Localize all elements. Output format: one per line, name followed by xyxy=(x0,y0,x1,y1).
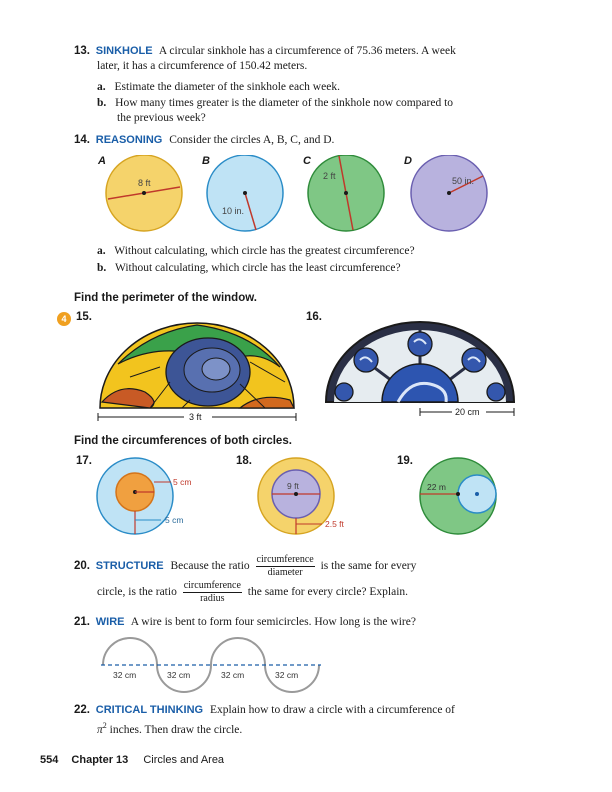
q13-text1: A circular sinkhole has a circumference of 75.36 meters. A week xyxy=(158,45,456,57)
circle-c-measure: 2 ft xyxy=(323,171,336,181)
q16-disc-far-right xyxy=(487,383,505,401)
q22-text2: inches. Then draw the circle. xyxy=(109,723,243,736)
circle-c-label: C xyxy=(303,155,311,167)
q13-text2: later, it has a circumference of 150.42 meters. xyxy=(97,60,308,72)
q14-number: 14. xyxy=(74,134,90,146)
q13-b-text2: the previous week? xyxy=(117,112,206,124)
q14-a-label: a. xyxy=(97,245,106,257)
page-number: 554 xyxy=(40,754,59,766)
difficulty-badge: 4 xyxy=(57,312,71,326)
q18-center xyxy=(294,492,298,496)
circle-b-label: B xyxy=(202,155,210,167)
q19-measure: 22 m xyxy=(427,482,446,492)
q13-b-text1: How many times greater is the diameter of the sinkhole now compared to xyxy=(115,97,454,109)
q17-outer-measure: 5 cm xyxy=(165,515,184,525)
q14-text: Consider the circles A, B, C, and D. xyxy=(169,134,335,146)
chapter-label: Chapter 13 xyxy=(71,754,129,766)
q13-part-b xyxy=(97,96,453,111)
q20-frac2-denominator: radius xyxy=(200,593,225,604)
q14-part-a xyxy=(97,244,415,259)
q13-part-a xyxy=(97,80,340,95)
circle-b-center xyxy=(243,191,247,195)
q20-fraction-2 xyxy=(183,580,242,605)
q20-t1: Because the ratio xyxy=(170,560,250,573)
q16-disc-right xyxy=(462,348,486,372)
q14-keyword: REASONING xyxy=(95,134,163,146)
circle-b-measure: 10 in. xyxy=(222,206,245,216)
q20-fraction-1 xyxy=(256,554,315,579)
q20-frac1-numerator: circumference xyxy=(256,554,314,565)
q14-circles-figure xyxy=(95,155,495,237)
q20-line1 xyxy=(74,554,416,579)
q19-figure xyxy=(418,456,508,538)
q18-figure xyxy=(256,456,386,538)
circle-d-measure: 50 in. xyxy=(452,176,475,186)
q22-line2 xyxy=(97,718,242,738)
q14-part-b xyxy=(97,261,401,276)
q16-measure: 20 cm xyxy=(455,407,480,417)
q20-frac2-numerator: circumference xyxy=(183,580,241,591)
q17-number: 17. xyxy=(76,455,92,467)
q20-keyword: STRUCTURE xyxy=(95,560,164,573)
q21-segment-2: 32 cm xyxy=(167,670,191,680)
q21-text: A wire is bent to form four semicircles. How long is the wire? xyxy=(130,616,416,628)
circle-d-label: D xyxy=(404,155,412,167)
circle-a-label: A xyxy=(98,155,106,167)
window-heading: Find the perimeter of the window. xyxy=(74,292,257,304)
q16-window-figure xyxy=(320,318,520,422)
circle-a-center xyxy=(142,191,146,195)
q14-a-text: Without calculating, which circle has the greatest circumference? xyxy=(114,245,415,257)
circle-d-center xyxy=(447,191,451,195)
q13-b-label: b. xyxy=(97,97,107,109)
q22-number: 22. xyxy=(74,704,90,716)
q17-figure xyxy=(95,456,225,538)
q20-t4: the same for every circle? Explain. xyxy=(247,586,409,599)
q21-number: 21. xyxy=(74,616,90,628)
q13-line1 xyxy=(74,44,456,59)
q20-number: 20. xyxy=(74,560,90,573)
q14-line xyxy=(74,133,334,148)
q18-inner-measure: 9 ft xyxy=(287,481,299,491)
q19-center xyxy=(456,492,460,496)
q22-keyword: CRITICAL THINKING xyxy=(95,704,204,716)
q21-wire-figure xyxy=(95,636,325,694)
q22-text1: Explain how to draw a circle with a circumference of xyxy=(209,704,455,716)
q19-number: 19. xyxy=(397,455,413,467)
q21-keyword: WIRE xyxy=(95,616,125,628)
q15-measure: 3 ft xyxy=(189,412,202,422)
q14-b-text: Without calculating, which circle has the least circumference? xyxy=(114,262,401,274)
q13-a-text: Estimate the diameter of the sinkhole each week. xyxy=(114,81,340,93)
q19-inner-center xyxy=(475,492,479,496)
q22-exponent: 2 xyxy=(102,721,107,730)
q16-disc-far-left xyxy=(335,383,353,401)
q20-t3: circle, is the ratio xyxy=(97,586,177,599)
q22-pi: π xyxy=(97,723,103,736)
q21-segment-3: 32 cm xyxy=(221,670,245,680)
circ-heading: Find the circumferences of both circles. xyxy=(74,435,292,447)
q17-inner-measure: 5 cm xyxy=(173,477,192,487)
q16-number: 16. xyxy=(306,311,322,323)
q18-number: 18. xyxy=(236,455,252,467)
q16-disc-top xyxy=(408,332,432,356)
q20-t2: is the same for every xyxy=(320,560,417,573)
q13-number: 13. xyxy=(74,45,90,57)
q13-keyword: SINKHOLE xyxy=(95,45,153,57)
q18-outer-measure: 2.5 ft xyxy=(325,519,344,529)
q13-a-label: a. xyxy=(97,81,106,93)
chapter-title: Circles and Area xyxy=(143,754,225,766)
circle-a-measure: 8 ft xyxy=(138,178,151,188)
q14-b-label: b. xyxy=(97,262,107,274)
q15-number: 15. xyxy=(76,311,92,323)
q15-window-figure xyxy=(90,322,305,422)
circle-c-center xyxy=(344,191,348,195)
q15-ammonite-center xyxy=(202,358,230,380)
q21-segment-4: 32 cm xyxy=(275,670,299,680)
q22-line1 xyxy=(74,703,455,718)
q16-disc-left xyxy=(354,348,378,372)
q20-line2 xyxy=(97,580,408,605)
q21-segment-1: 32 cm xyxy=(113,670,137,680)
q21-line xyxy=(74,615,416,630)
q20-frac1-denominator: diameter xyxy=(267,567,303,578)
page-footer xyxy=(40,753,224,768)
